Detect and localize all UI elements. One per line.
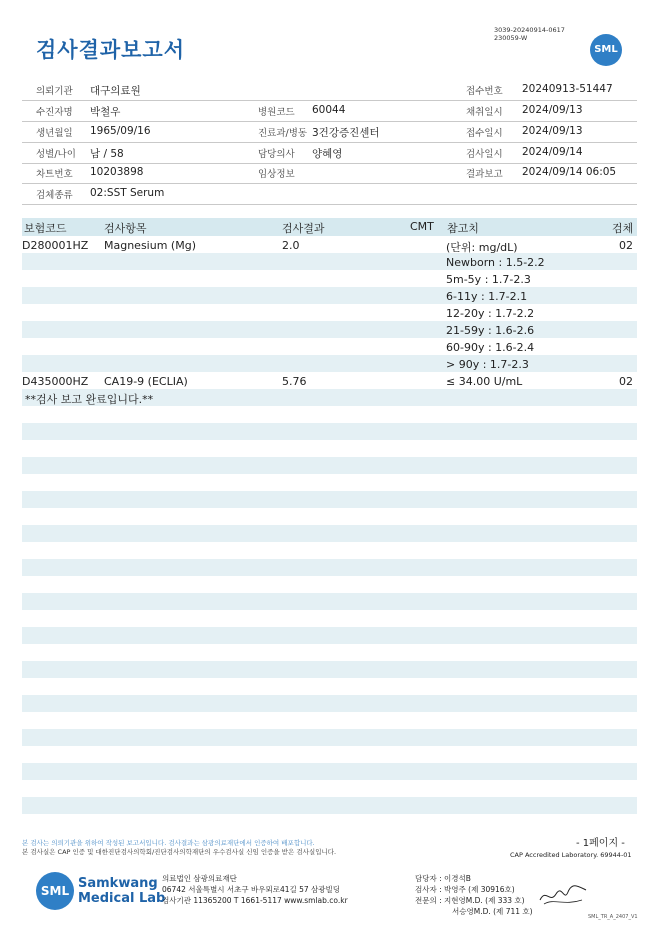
sml-logo-icon: SML (590, 34, 622, 66)
ref-over-90y: > 90y : 1.7-2.3 (446, 358, 529, 371)
col-specimen-header: 검체 (612, 222, 634, 235)
col-result-header: 검사결과 (282, 222, 325, 235)
table-row-stripe (22, 525, 637, 542)
birth-label: 생년월일 (36, 128, 73, 139)
document-code (494, 26, 565, 42)
test-date-label: 검사일시 (466, 149, 503, 160)
organization-info (162, 873, 348, 906)
collect-date-label: 채취일시 (466, 107, 503, 118)
collect-date-value: 2024/09/13 (522, 104, 583, 116)
table-row-stripe (22, 593, 637, 610)
signature-icon (538, 882, 588, 912)
footer-note (22, 839, 336, 857)
document-code-line2: 230059-W (494, 34, 528, 42)
chart-no-value: 10203898 (90, 166, 144, 178)
info-row-6 (22, 183, 637, 205)
row1-item: Magnesium (Mg) (104, 239, 196, 252)
info-row-5 (22, 162, 637, 184)
ref-6-11y: 6-11y : 1.7-2.1 (446, 290, 528, 303)
receipt-date-label: 접수일시 (466, 128, 503, 139)
hospital-code-value: 60044 (312, 104, 346, 116)
org-line1: 의료법인 삼광의료재단 (162, 874, 237, 883)
table-row-stripe (22, 457, 637, 474)
table-row-stripe (22, 559, 637, 576)
table-row-stripe (22, 695, 637, 712)
table-row-stripe (22, 729, 637, 746)
ref-21-59y: 21-59y : 1.6-2.6 (446, 324, 535, 337)
clinical-label: 임상정보 (258, 169, 295, 180)
info-row-4 (22, 142, 637, 164)
col-code-header: 보험코드 (24, 222, 67, 235)
document-code-line1: 3039-20240914-0617 (494, 26, 565, 34)
specimen-type-value: 02:SST Serum (90, 187, 165, 199)
ref-60-90y: 60-90y : 1.6-2.4 (446, 341, 535, 354)
table-row-stripe (22, 355, 637, 372)
ref-12-20y: 12-20y : 1.7-2.2 (446, 307, 535, 320)
table-row-stripe (22, 321, 637, 338)
sml-logo-mark-icon: SML (36, 872, 74, 910)
sex-age-label: 성별/나이 (36, 149, 76, 160)
table-row-stripe (22, 627, 637, 644)
specimen-type-label: 검체종류 (36, 190, 73, 201)
footer-note-line1: 본 검사는 의뢰기관을 위하여 작성된 보고서입니다. 검사결과는 삼광의료재단에서 인증하여 배포합니다. (22, 839, 315, 847)
info-row-3 (22, 121, 637, 143)
col-cmt-header: CMT (410, 220, 434, 233)
doctor-value: 양혜영 (312, 148, 343, 160)
row1-specimen: 02 (619, 239, 633, 252)
row1-code: D280001HZ (22, 239, 89, 252)
test-date-value: 2024/09/14 (522, 146, 583, 158)
table-row-stripe (22, 253, 637, 270)
staff-line1: 담당자 : 이경석B (415, 874, 471, 883)
report-date-label: 결과보고 (466, 169, 503, 180)
report-date-value: 2024/09/14 06:05 (522, 166, 617, 178)
row2-code: D435000HZ (22, 375, 89, 388)
table-row-stripe (22, 661, 637, 678)
row2-specimen: 02 (619, 375, 633, 388)
cap-accreditation: CAP Accredited Laboratory. 69944-01 (510, 851, 632, 859)
row1-ref: (단위: mg/dL) (446, 241, 518, 254)
institution-value: 대구의료원 (90, 85, 141, 97)
results-table-header (22, 218, 637, 236)
table-row-stripe (22, 763, 637, 780)
dept-label: 진료과/병동 (258, 128, 308, 139)
org-line3: 검사기관 11365200 T 1661-5117 www.smlab.co.kr (162, 896, 348, 905)
row2-item: CA19-9 (ECLIA) (104, 375, 188, 388)
receipt-date-value: 2024/09/13 (522, 125, 583, 137)
ref-newborn: Newborn : 1.5-2.2 (446, 256, 545, 269)
org-line2: 06742 서울특별시 서초구 바우뫼로41길 57 삼광빌딩 (162, 885, 341, 894)
report-title: 검사결과보고서 (36, 38, 186, 62)
info-row-1 (22, 79, 637, 101)
logo-name (78, 876, 165, 906)
table-row-stripe (22, 491, 637, 508)
col-item-header: 검사항목 (104, 222, 147, 235)
page-number: - 1페이지 - (576, 838, 625, 849)
footer-note-line2: 본 검사실은 CAP 인증 및 대한진단검사의학회/진단검사의학재단의 우수검사실 신임 인증을 받은 검사실입니다. (22, 848, 337, 856)
report-complete-remark: **검사 보고 완료입니다.** (25, 393, 154, 406)
logo-line2: Medical Lab (78, 891, 166, 906)
staff-line2: 검사자 : 박영주 (제 30916호) (415, 885, 515, 894)
patient-label: 수진자명 (36, 107, 73, 118)
staff-line4: 서승영M.D. (제 711 호) (452, 907, 533, 916)
table-row-stripe (22, 423, 637, 440)
receipt-no-value: 20240913-51447 (522, 83, 613, 95)
dept-value: 3건강증진센터 (312, 127, 380, 139)
row1-result: 2.0 (282, 239, 300, 252)
col-ref-header: 참고치 (447, 222, 479, 235)
staff-info (415, 873, 533, 917)
chart-no-label: 차트번호 (36, 169, 73, 180)
doctor-label: 담당의사 (258, 149, 295, 160)
receipt-no-label: 접수번호 (466, 86, 503, 97)
institution-label: 의뢰기관 (36, 86, 73, 97)
hospital-code-label: 병원코드 (258, 107, 295, 118)
ref-5m-5y: 5m-5y : 1.7-2.3 (446, 273, 531, 286)
patient-value: 박철우 (90, 106, 121, 118)
info-row-2 (22, 100, 637, 122)
row2-ref: ≤ 34.00 U/mL (446, 375, 523, 388)
table-row-stripe (22, 287, 637, 304)
birth-value: 1965/09/16 (90, 125, 151, 137)
row2-result: 5.76 (282, 375, 307, 388)
sex-age-value: 남 / 58 (90, 148, 124, 160)
table-row-stripe (22, 797, 637, 814)
form-code: SML_TR_A_2407_V1 (588, 914, 638, 920)
staff-line3: 전문의 : 지현영M.D. (제 333 호) (415, 896, 525, 905)
logo-line1: Samkwang (78, 876, 158, 891)
